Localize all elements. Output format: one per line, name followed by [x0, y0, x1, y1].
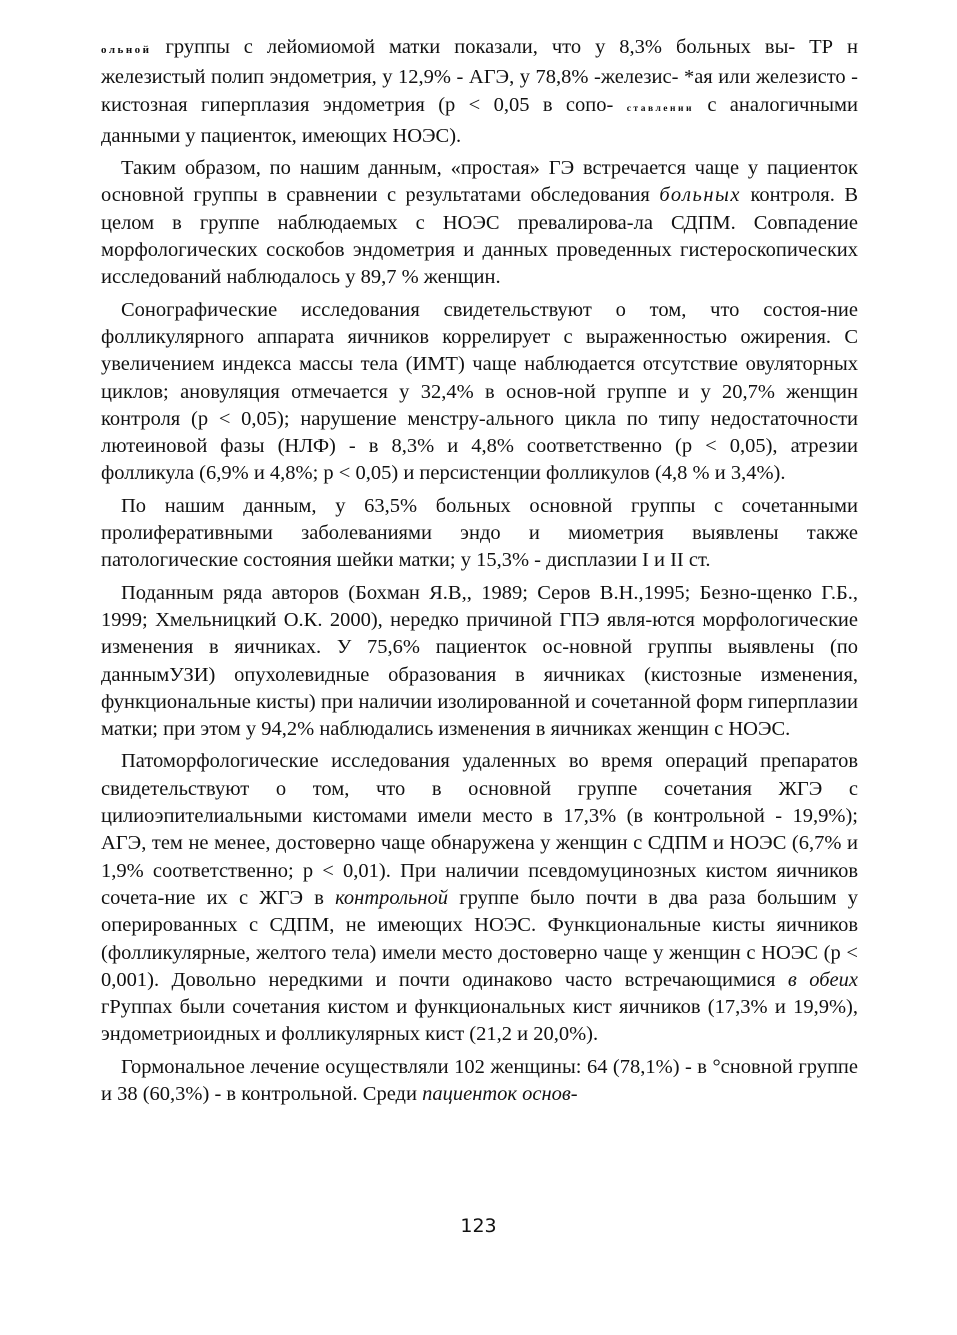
document-body — [101, 34, 858, 1113]
text-fragment: Таким образом, по нашим данным, «простая» ГЭ встречается чаще у пациенток основной группы в сравнении с результатами обследования — [101, 157, 858, 207]
text-fragment-italic: больных — [659, 184, 742, 207]
text-fragment: ольной — [101, 44, 152, 56]
text-fragment: контроля. В целом в группе наблюдаемых с НОЭС превалирова-ла СДПМ. Совпадение морфологических соскобов эндометрия и данных проведенных гистероскопических исследований наблюдалось у 89,7 % женщин. — [101, 184, 858, 289]
paragraph-7 — [101, 1054, 858, 1109]
text-fragment: ставлении — [626, 103, 694, 114]
text-fragment-italic: контрольной — [335, 886, 449, 909]
text-fragment: группы с лейомиомой матки показали, что у 8,3% больных вы- ТР н железистый полип эндометрия, у 12,9% - АГЭ, у 78,8% -железис- *ая или железисто - кистозная гиперплазия эндометрия (р < 0,05 в сопо- — [101, 36, 858, 116]
text-fragment-italic: в обеих — [787, 968, 858, 991]
paragraph-3: Сонографические исследования свидетельствуют о том, что состоя-ние фолликулярного аппарата яичников коррелирует с выраженностью ожирения. С увеличением индекса массы тела (ИМТ) чаще наблюдается отсутствие овуляторных циклов; ановуляция отмечается у 32,4% в основ-ной группе и у 20,7% женщин контроля (р < 0,05); нарушение менстру-ального цикла по типу недостаточности лютеиновой фазы (НЛФ) - в 8,3% и 4,8% соответственно (р < 0,05), атрезии фолликула (6,9% и 4,8%; р < 0,05) и персистенции фолликулов (4,8 % и 3,4%). — [101, 298, 858, 485]
text-fragment: гРуппах были сочетания кистом и функциональных кист яичников (17,3% и 19,9%), эндометриоидных и фолликулярных кист (21,2 и 20,0%). — [101, 996, 858, 1046]
text-fragment: с аналогичными данными у пациенток, имеющих НОЭС). — [101, 93, 859, 147]
paragraph-2 — [101, 155, 858, 291]
paragraph-1 — [101, 34, 858, 150]
page-number: 123 — [460, 1215, 497, 1237]
text-fragment-italic: пациенток основ- — [422, 1082, 578, 1105]
text-fragment: группе было почти в два раза большим у оперированных с СДПМ, не имеющих НОЭС. Функциональные кисты яичников (фолликулярные, желтого тела) имели место достоверно чаще у женщин с НОЭС (р < 0,001). Довольно нередкими и почти одинаково часто встречающимися — [101, 886, 858, 991]
paragraph-4: По нашим данным, у 63,5% больных основной группы с сочетанными пролиферативными заболеваниями эндо и миометрия выявлены также патологические состояния шейки матки; у 15,3% - дисплазии I и II ст. — [101, 494, 858, 572]
paragraph-5: Поданным ряда авторов (Бохман Я.В,, 1989; Серов В.Н.,1995; Безно-щенко Г.Б., 1999; Хмельницкий О.К. 2000), нередко причиной ГПЭ явля-ются морфологические изменения в яичниках. У 75,6% пациенток ос-новной группы выявлены (по даннымУЗИ) опухолевидные образования в яичниках (кистозные изменения, функциональные кисты) при наличии изолированной и сочетанной форм гиперплазии матки; при этом у 94,2% наблюдались изменения в яичниках женщин с НОЭС. — [101, 581, 858, 741]
text-fragment: Гормональное лечение осуществляли 102 женщины: 64 (78,1%) - в °сновной группе и 38 (60,3%) - в контрольной. Среди — [101, 1055, 858, 1105]
text-fragment: Патоморфологические исследования удаленных во время операций препаратов свидетельствуют о том, что в основной группе сочетания ЖГЭ с цилиоэпителиальными кистомами имели место в 17,3% (в контрольной - 19,9%); АГЭ, тем не менее, достоверно чаще обнаружена у женщин с СДПМ и НОЭС (6,7% и 1,9% соответственно; р < 0,01). При наличии псевдомуцинозных кистом яичников сочета-ние их с ЖГЭ в — [101, 750, 858, 909]
paragraph-6 — [101, 748, 858, 1048]
